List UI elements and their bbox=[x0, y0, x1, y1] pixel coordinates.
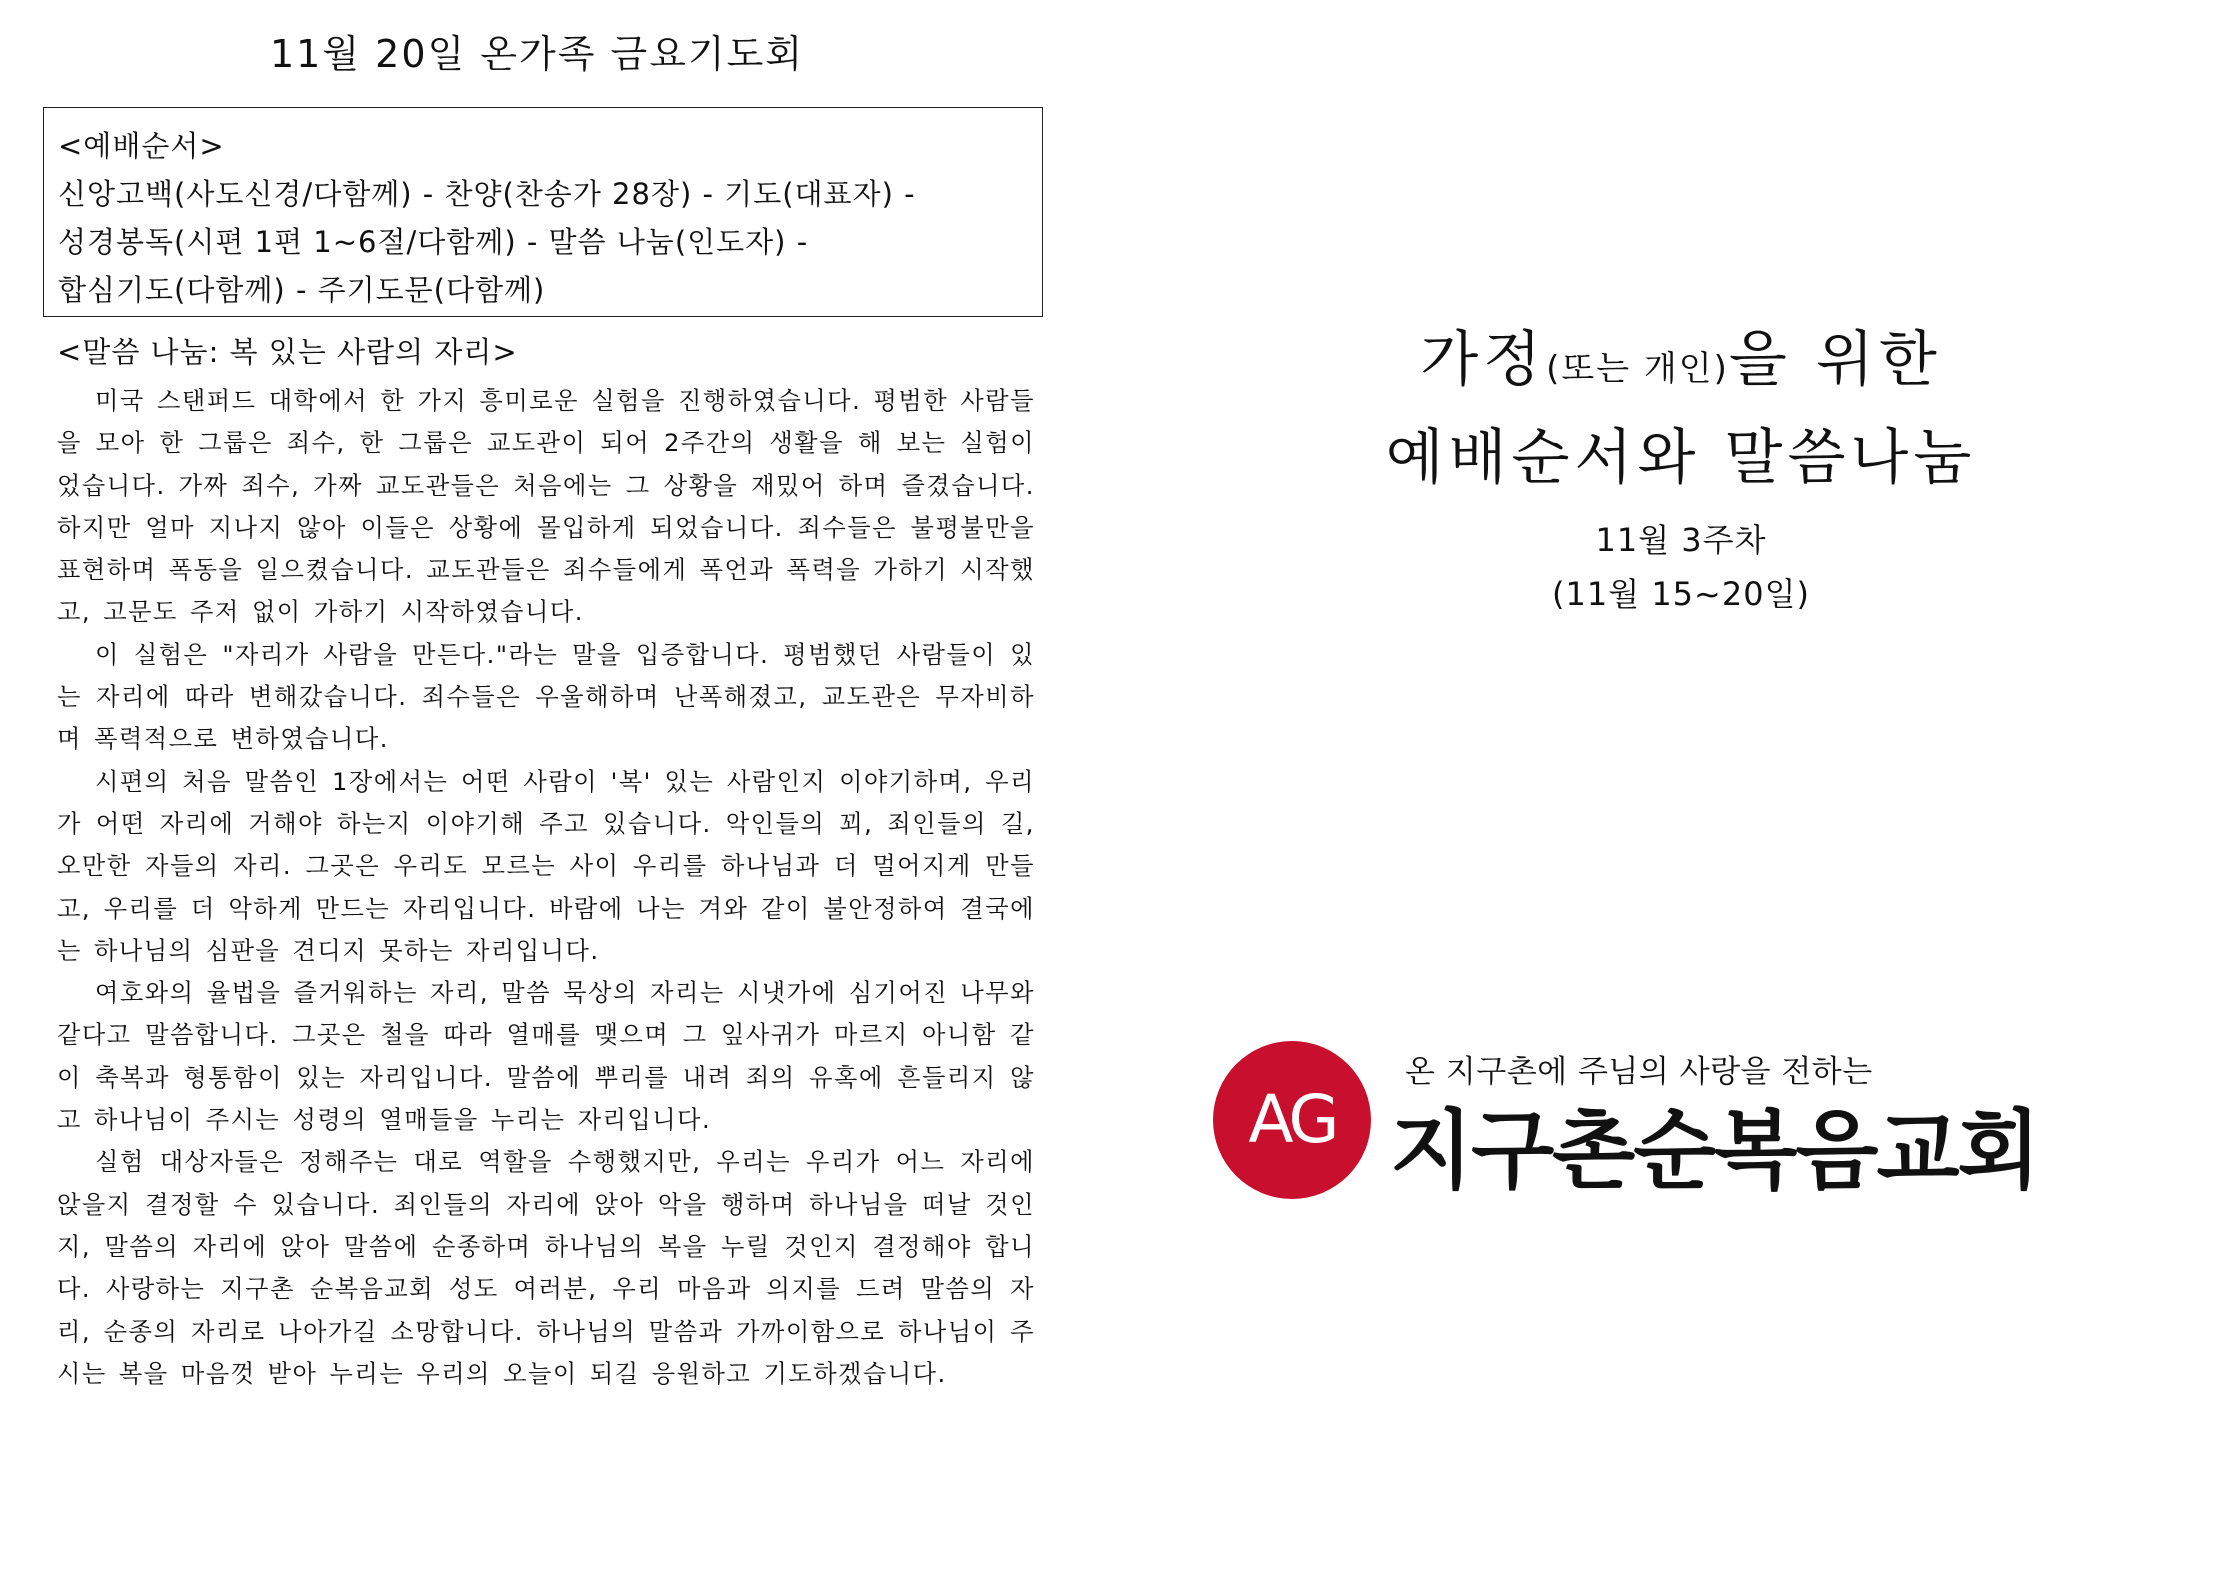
sermon-heading: <말씀 나눔: 복 있는 사람의 자리> bbox=[57, 335, 518, 369]
church-logo-icon bbox=[1212, 1040, 1372, 1200]
cover-title-for: 을 위한 bbox=[1728, 325, 1942, 395]
cover-title-individual: (또는 개인) bbox=[1546, 349, 1729, 389]
worship-order-line: 성경봉독(시편 1편 1~6절/다함께) - 말씀 나눔(인도자) - bbox=[58, 225, 809, 259]
right-page bbox=[1140, 0, 2222, 1570]
worship-order-heading: <예배순서> bbox=[58, 129, 225, 163]
cover-dates: (11월 15~20일) bbox=[1552, 575, 1810, 613]
left-page bbox=[0, 0, 1080, 1570]
worship-order-line: 신앙고백(사도신경/다함께) - 찬양(찬송가 28장) - 기도(대표자) - bbox=[58, 177, 916, 211]
sermon-paragraph: 여호와의 율법을 즐거워하는 자리, 말씀 묵상의 자리는 시냇가에 심기어진 나무와 같다고 말씀합니다. 그곳은 철을 따라 열매를 맺으며 그 잎사귀가 마르지 아니함 같이 축복과 형통함이 있는 자리입니다. 말씀에 뿌리를 내려 죄의 유혹에 흔들리지 않고 하나님이 주시는 성령의 열매들을 누리는 자리입니다. bbox=[57, 979, 1035, 1135]
sermon-body bbox=[57, 380, 1035, 1395]
worship-order-line: 합심기도(다함께) - 주기도문(다함께) bbox=[58, 273, 546, 307]
cover-title-line1 bbox=[1140, 320, 2222, 409]
sermon-paragraph: 실험 대상자들은 정해주는 대로 역할을 수행했지만, 우리는 우리가 어느 자리에 앉을지 결정할 수 있습니다. 죄인들의 자리에 앉아 악을 행하며 하나님을 떠날 것인지, 말씀의 자리에 앉아 말씀에 순종하며 하나님의 복을 누릴 것인지 결정해야 합니다. 사랑하는 지구촌 순복음교회 성도 여러분, 우리 마음과 의지를 드려 말씀의 자리, 순종의 자리로 나아가길 소망합니다. 하나님의 말씀과 가까이함으로 하나님이 주시는 복을 마음껏 받아 누리는 우리의 오늘이 되길 응원하고 기도하겠습니다. bbox=[57, 1148, 1035, 1388]
church-tagline: 온 지구촌에 주님의 사랑을 전하는 bbox=[1405, 1054, 1873, 1090]
sermon-paragraph: 이 실험은 "자리가 사람을 만든다."라는 말을 입증합니다. 평범했던 사람들이 있는 자리에 따라 변해갔습니다. 죄수들은 우울해하며 난폭해졌고, 교도관은 무자비하며 폭력적으로 변하였습니다. bbox=[57, 640, 1035, 754]
bulletin-title: 11월 20일 온가족 금요기도회 bbox=[270, 32, 805, 76]
cover-title-line2: 예배순서와 말씀나눔 bbox=[1385, 423, 1977, 493]
worship-order-box bbox=[43, 107, 1043, 317]
church-name: 지구촌순복음교회 bbox=[1390, 1101, 2039, 1201]
sermon-paragraph: 시편의 처음 말씀인 1장에서는 어떤 사람이 '복' 있는 사람인지 이야기하며, 우리가 어떤 자리에 거해야 하는지 이야기해 주고 있습니다. 악인들의 꾀, 죄인들의 길, 오만한 자들의 자리. 그곳은 우리도 모르는 사이 우리를 하나님과 더 멀어지게 만들고, 우리를 더 악하게 만드는 자리입니다. 바람에 나는 겨와 같이 불안정하여 결국에는 하나님의 심판을 견디지 못하는 자리입니다. bbox=[57, 767, 1035, 965]
cover-week: 11월 3주차 bbox=[1595, 521, 1767, 559]
cover-title-family: 가정 bbox=[1420, 325, 1547, 395]
sermon-paragraph: 미국 스탠퍼드 대학에서 한 가지 흥미로운 실험을 진행하였습니다. 평범한 사람들을 모아 한 그룹은 죄수, 한 그룹은 교도관이 되어 2주간의 생활을 해 보는 실험이었습니다. 가짜 죄수, 가짜 교도관들은 처음에는 그 상황을 재밌어 하며 즐겼습니다. 하지만 얼마 지나지 않아 이들은 상황에 몰입하게 되었습니다. 죄수들은 불평불만을 표현하며 폭동을 일으켰습니다. 교도관들은 죄수들에게 폭언과 폭력을 가하기 시작했고, 고문도 주저 없이 가하기 시작하였습니다. bbox=[57, 387, 1035, 627]
church-logo-text: AG bbox=[1248, 1081, 1336, 1158]
